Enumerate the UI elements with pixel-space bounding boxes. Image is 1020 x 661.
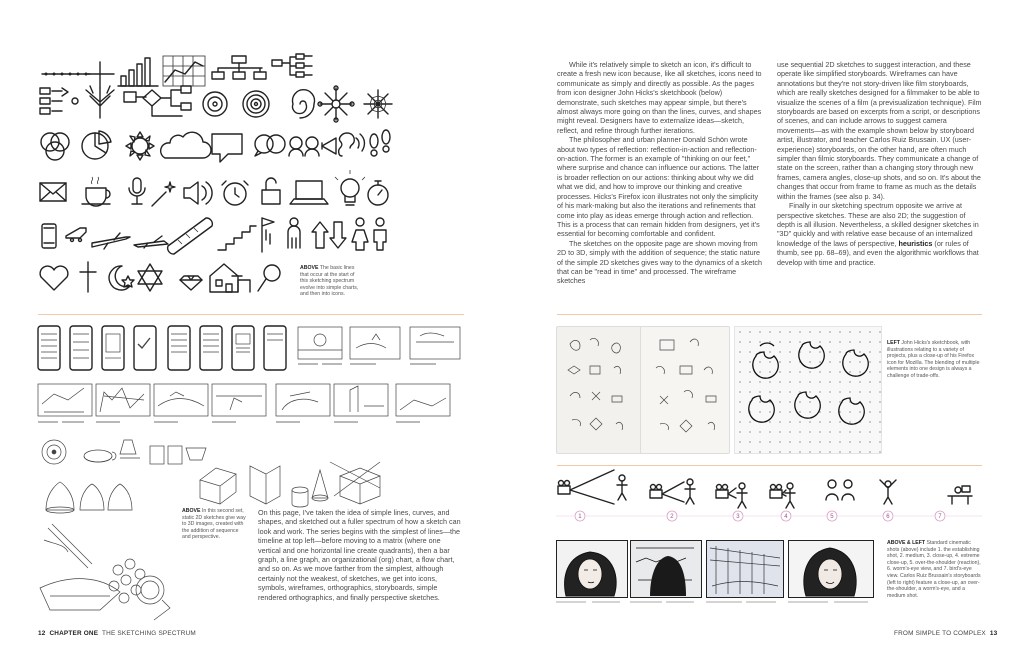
- caption-shots-text: Standard cinematic shots (above) include 1. the establishing shot, 2. medium, 3. close-up, 4. extreme close-up, 5. over-the-shoulder (reaction), 6. worm's-eye view, and 7. bird's-eye view. Carlos Ruiz Brussain's storyboards (left to right) feature a close-up, an over-the-shoulder, a worm's-eye, and a medium shot.: [887, 540, 981, 599]
- lightbulb-icon: [335, 170, 365, 205]
- col2-paragraph-2: [777, 201, 982, 267]
- flow-diamond-icon: [124, 86, 191, 116]
- org-chart-icon: [212, 56, 266, 79]
- right-page-number: 13: [989, 630, 998, 637]
- padlock-icon: [262, 178, 280, 204]
- speech-bubble-icon: [212, 134, 242, 162]
- storyboard-drawings: [0, 0, 1, 1]
- venn-diagram-icon: [41, 133, 69, 160]
- storyboard-frame-worms-eye: [706, 540, 784, 598]
- sun-icon: [126, 132, 154, 160]
- flag-icon: [262, 218, 274, 252]
- house-icon: [210, 264, 250, 292]
- surfboard-icon: [168, 218, 213, 254]
- restroom-icon: [352, 218, 386, 250]
- matrix-icon: [88, 62, 114, 88]
- left-footer: [38, 630, 196, 637]
- microphone-icon: [129, 178, 145, 204]
- magnifying-glass-icon: [258, 265, 280, 291]
- col1-paragraph-3: The sketches on the opposite page are shown moving from 2D to 3D, simply with the addition of sequence; the static nature of the simple 2D sketches gives way to the dynamics of a sketch that can be "read in time" and processed. The wireframe sketches: [557, 238, 762, 286]
- airplane-landing-icon: [134, 236, 168, 248]
- caption-shots: [887, 540, 983, 599]
- stopwatch-icon: [368, 181, 388, 205]
- right-body-col1: [557, 60, 762, 286]
- caption-sketchbook-text: John Hicks's sketchbook, with illustrations relating to a variety of projects, plus a close-up of his Firefox icon for Mozilla. The blending of multiple elements into one design is always a challenge of trade-offs.: [887, 340, 980, 379]
- megaphone-icon: [322, 138, 336, 154]
- laptop-icon: [290, 181, 328, 204]
- left-divider: [38, 314, 464, 315]
- heuristics-term: heuristics: [898, 238, 933, 248]
- caption-perspective-text: In this second set, static 2D sketches give way to 3D images, created with the addition of sequence and perspective.: [182, 508, 246, 541]
- alarm-clock-icon: [222, 181, 248, 205]
- speaker-icon: [184, 182, 212, 204]
- left-footer-chapter: CHAPTER ONE: [49, 630, 99, 637]
- spiral-targets-icon: [203, 90, 314, 118]
- smartphone-icon: [42, 224, 56, 248]
- tree-icon: [86, 86, 114, 118]
- shot-number-4: 4: [784, 514, 788, 521]
- right-footer: [894, 630, 997, 637]
- conversation-icon: [289, 137, 319, 156]
- left-body-paragraph: On this page, I've taken the idea of simple lines, curves, and shapes, and sketched out a fuller spectrum of how a sketch can look and work. The series begins with the simplest of lines—the timeline at top left—before moving to a matrix (where one vertical and one horizontal line create quadrants), then a bar graph, a line graph, an organizational (org) chart, a flow chart, and so on. As we move farther from the simplest, although certainly not the weakest, of sketches, we get into icons, symbols, wireframes, orthographics, storyboards, simple rendered orthographics, and finally perspective sketches.: [258, 508, 461, 602]
- stairs-icon: [218, 226, 256, 250]
- up-down-arrows-icon: [312, 222, 346, 248]
- caption-icons-lead: ABOVE: [300, 265, 319, 271]
- firefox-closeup-photo: [734, 326, 882, 454]
- diamond-icon: [180, 276, 202, 290]
- col2-paragraph-1: use sequential 2D sketches to suggest interaction, and these operate like simplified storyboards. Wireframes can have annotations but they're not story-driven like film storyboards, which are really sketches designed for a filmmaker to be able to visualize the scenes of a film (a previsualization technique). Film storyboards are based on excerpts from a script, or descriptions of scenes, and can include arrows to suggest camera movements—as with the example shown below by storyboard artist, illustrator, and teacher Carlos Ruiz Brussain. UX (user-experience) storyboards, on the other hand, are often much simpler than filmic storyboards. They communicate a change of state on the screen, rather than a changing story through new frames, camera angles, close-up shots, and so on. It's about the changes that occur from frame to frame as much as the details within the frames (see also p. 34).: [777, 60, 982, 201]
- coffee-cup-icon: [82, 177, 110, 206]
- right-footer-title: FROM SIMPLE TO COMPLEX: [894, 630, 986, 637]
- cross-icon: [80, 262, 96, 292]
- flowchart-icon: [40, 88, 78, 114]
- envelope-icon: [40, 183, 66, 201]
- sketchbook-photo-left: [556, 326, 644, 454]
- crescent-star-icon: [109, 266, 134, 290]
- caption-icons: [300, 265, 362, 298]
- network-icon: [318, 86, 354, 122]
- bar-graph-icon: [118, 58, 158, 86]
- caption-perspective: [182, 508, 246, 541]
- caption-icons-text: The basic lines that occur at the start of this sketching spectrum evolve into simple charts, and then into icons.: [300, 265, 359, 298]
- right-body-col2: [777, 60, 982, 267]
- shot-number-5: 5: [830, 514, 834, 521]
- star-of-david-icon: [138, 264, 162, 291]
- line-graph-icon: [163, 56, 205, 86]
- caption-perspective-lead: ABOVE: [182, 508, 201, 514]
- pie-chart-icon: [82, 131, 111, 159]
- left-body-text: [258, 508, 462, 602]
- ear-icon: [339, 133, 365, 156]
- airplane-icon: [92, 233, 130, 249]
- shot-number-7: 7: [938, 514, 942, 521]
- col2-paragraph-2-tail: (or rules of thumb, see pp. 68–69), and even the algorithmic workflows that develop with time and practice.: [777, 238, 979, 267]
- left-footer-title: THE SKETCHING SPECTRUM: [102, 630, 196, 637]
- shot-number-6: 6: [886, 514, 890, 521]
- cloud-icon: [161, 132, 211, 158]
- sketchbook-photo-right: [640, 326, 730, 454]
- spiderweb-icon: [364, 90, 392, 118]
- timeline-icon: [42, 73, 90, 76]
- col1-paragraph-1: While it's relatively simple to sketch an icon, it's difficult to create a fresh new icon because, like all sketches, icons need to communicate as simply and directly as possible. As the pages from icon designer John Hicks's sketchbook (below) demonstrate, such sketches may appear simple, but there's almost always more going on than the lines, curves, and shapes might reveal. Designers have to externalize ideas—sketch, reflect, and refine through further iterations.: [557, 60, 762, 135]
- tree-chart-icon: [272, 54, 312, 77]
- magic-wand-icon: [152, 182, 175, 206]
- train-icon: [66, 228, 86, 242]
- col2-paragraph-2-text: Finally in our sketching spectrum opposite we arrive at perspective sketches. These are also 2D; the suggestion of depth is all illusion. Nevertheless, a skilled designer sketches in "3D" quickly and with relative ease because of an internalized knowledge of the laws of perspective,: [777, 201, 979, 248]
- shot-number-2: 2: [670, 514, 674, 521]
- shot-number-3: 3: [736, 514, 740, 521]
- right-divider-mid: [557, 465, 982, 466]
- col1-paragraph-2: The philosopher and urban planner Donald Schön wrote about two types of reflection: reflection-in-action and reflection-on-action. The former is an example of "thinking on our feet," where surprise and chance can influence our actions. The latter is broader reflection on our actions: thinking about why we did what we did, and how to improve our thinking and creative processes. Hicks's Firefox icon illustrates not only the simplicity of his mark-making but also the iterations and refinements that come into play as ideas emerge through action and reflection. This is a process that can remain hidden from designers, yet it's essential for becoming comfortable and confident.: [557, 135, 760, 239]
- caption-shots-lead: ABOVE & LEFT: [887, 540, 926, 546]
- right-divider-top: [557, 314, 982, 315]
- heart-icon: [40, 266, 68, 290]
- shot-number-1: 1: [578, 514, 582, 521]
- person-icon: [288, 218, 300, 248]
- left-page-number: 12: [38, 630, 46, 637]
- caption-sketchbook: [887, 340, 983, 380]
- caption-sketchbook-lead: LEFT: [887, 340, 900, 346]
- footprints-icon: [370, 130, 390, 156]
- chat-bubbles-icon: [255, 135, 285, 156]
